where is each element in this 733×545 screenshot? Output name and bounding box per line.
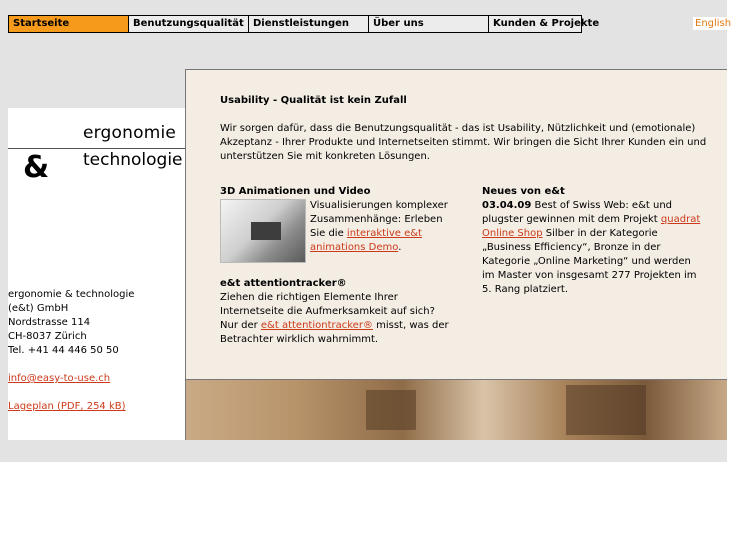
header-photo-banner — [185, 379, 727, 440]
phone-number: Tel. +41 44 446 50 50 — [8, 345, 119, 356]
map-pdf-link[interactable]: Lageplan (PDF, 254 kB) — [8, 401, 126, 412]
page-headline: Usability - Qualität ist kein Zufall — [220, 95, 407, 106]
news-title: Neues von e&t — [482, 186, 565, 197]
news-item — [482, 199, 702, 297]
animations-title: 3D Animationen und Video — [220, 186, 371, 197]
main-content — [185, 69, 727, 379]
news-text: Best of Swiss Web: e&t und plugster gewinnen mit dem Projekt — [482, 200, 673, 225]
language-switch-english[interactable]: English — [695, 18, 732, 29]
address-line: CH-8037 Zürich — [8, 331, 87, 342]
attention-title: e&t attentiontracker® — [220, 278, 347, 289]
logo-text-ergonomie: ergonomie — [83, 123, 177, 143]
nav-item-kunden-projekte[interactable]: Kunden & Projekte — [489, 16, 581, 32]
logo-ampersand: & — [23, 150, 50, 185]
nav-item-startseite[interactable]: Startseite — [9, 16, 129, 32]
news-text-continued: Silber in der Kategorie „Business Efficiency“, Bronze in der Kategorie „Online Marketing“ und werden im Master von insgesamt 277 Projekten im 5. Rang platziert. — [482, 228, 697, 295]
logo-text-technologie: technologie — [83, 150, 183, 170]
news-column — [482, 185, 702, 297]
intro-text: Wir sorgen dafür, dass die Benutzungsqualität - das ist Usability, Nützlichkeit und (emotionale) Akzeptanz - Ihrer Produkte und Internetseiten stimmt. Wir bringen die Sicht Ihrer Kunden ein und unterstützen Sie mit konkreten Lösungen. — [220, 123, 707, 162]
logo-divider — [8, 148, 185, 149]
nav-item-benutzungsqualitaet[interactable]: Benutzungsqualität — [129, 16, 249, 32]
page-footer-area — [0, 462, 727, 545]
address-line: ergonomie & technologie — [8, 289, 135, 300]
animations-thumbnail[interactable] — [220, 199, 306, 263]
animations-teaser — [220, 199, 450, 255]
animations-after: . — [398, 242, 402, 253]
nav-item-ueber-uns[interactable]: Über uns — [369, 16, 489, 32]
quadrat-shop-link[interactable]: quadrat Online Shop — [482, 214, 701, 239]
address-line: Nordstrasse 114 — [8, 317, 91, 328]
animations-text: Visualisierungen komplexer Zusammenhänge: Erleben Sie die — [310, 200, 448, 239]
sidebar — [8, 108, 185, 440]
email-link[interactable]: info@easy-to-use.ch — [8, 373, 111, 384]
attention-text: Ziehen die richtigen Elemente Ihrer Internetseite die Aufmerksamkeit auf sich? Nur der — [220, 292, 435, 331]
nav-item-dienstleistungen[interactable]: Dienstleistungen — [249, 16, 369, 32]
company-address — [8, 288, 134, 358]
left-column — [220, 185, 450, 347]
attentiontracker-link[interactable]: e&t attentiontracker® — [260, 320, 373, 331]
address-line: (e&t) GmbH — [8, 303, 69, 314]
attention-section — [220, 277, 450, 347]
animations-demo-link[interactable]: interaktive e&t animations Demo — [310, 228, 422, 253]
news-date: 03.04.09 — [482, 200, 532, 211]
attention-after: misst, was der Betrachter wirklich wahrnimmt. — [220, 320, 449, 345]
main-navigation — [8, 15, 600, 33]
